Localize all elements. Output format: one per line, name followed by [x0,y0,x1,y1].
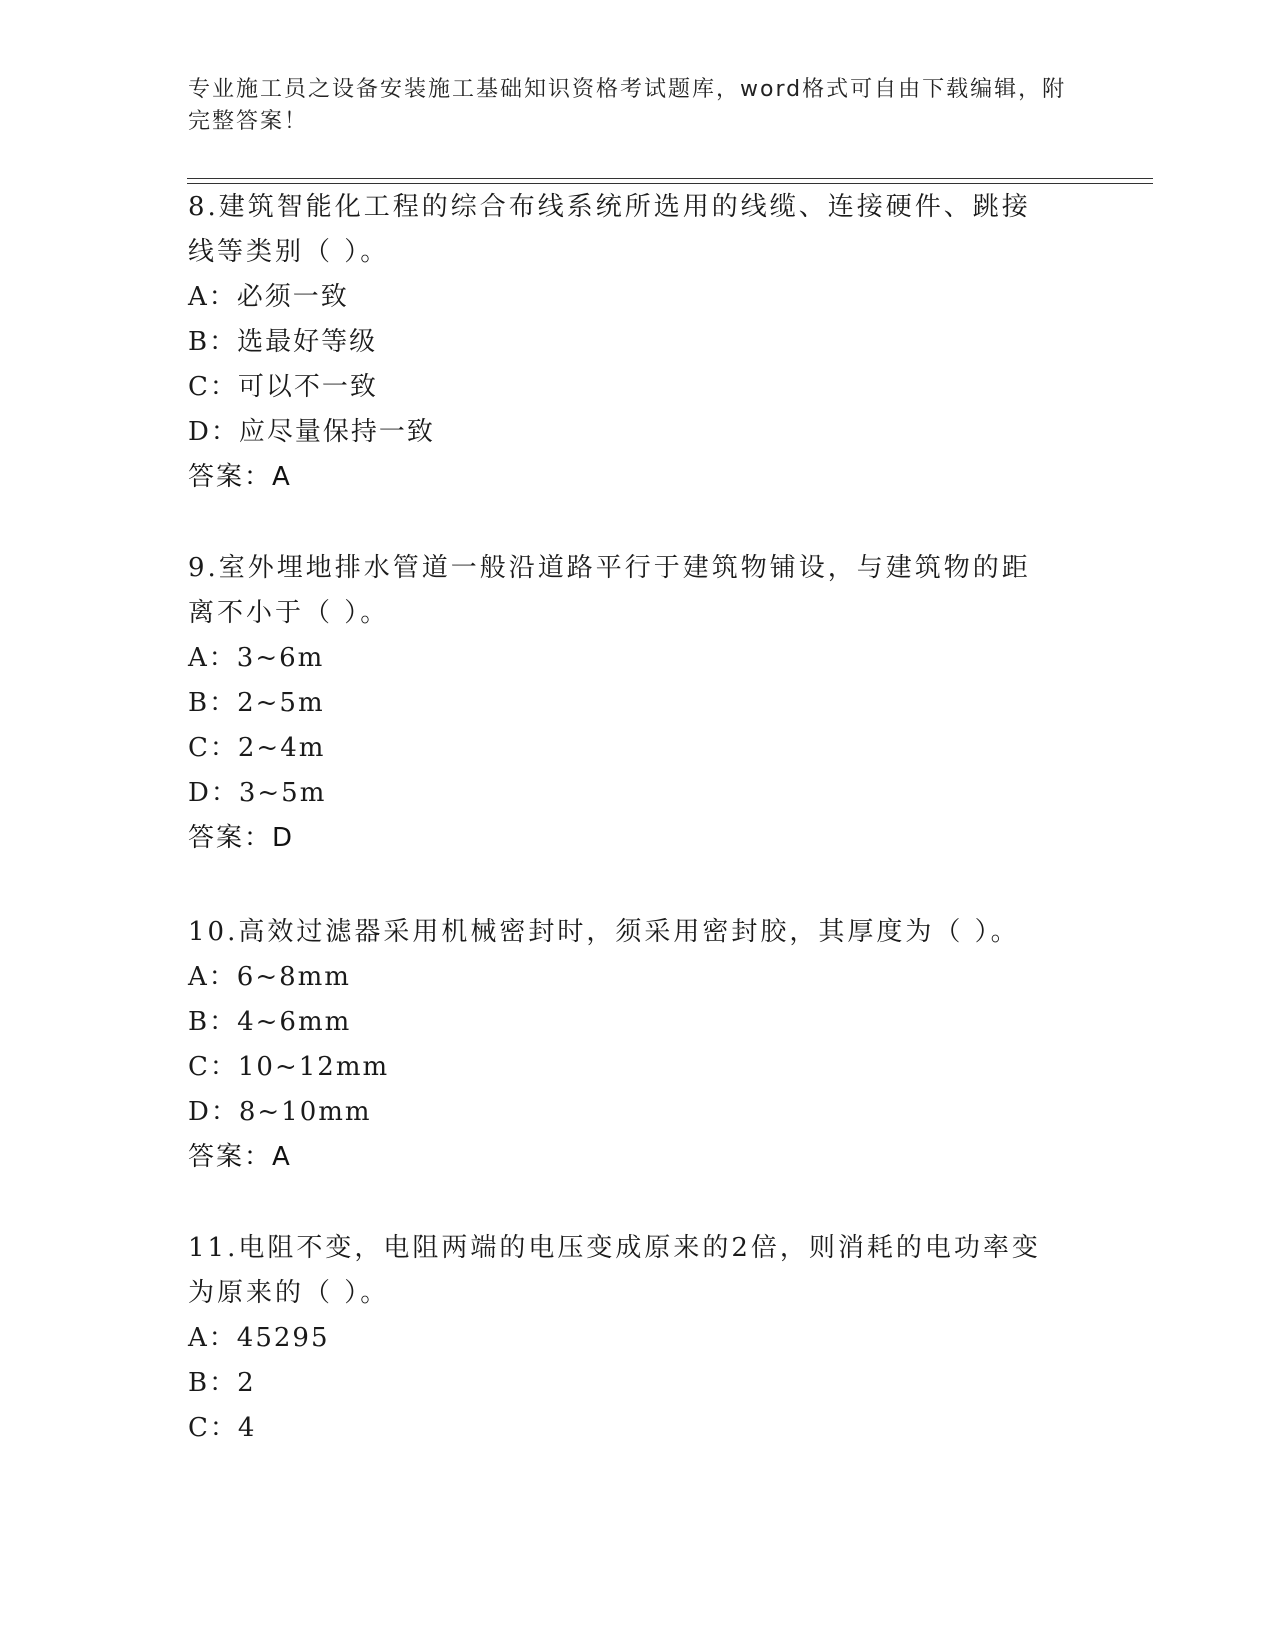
header-divider-bottom [187,183,1153,184]
option-b: B：4~6mm [188,1007,352,1037]
question-11 [188,1226,1058,1451]
question-stem: 10.高效过滤器采用机械密封时，须采用密封胶，其厚度为（ ）。 [188,917,1020,947]
option-c: C：可以不一致 [188,372,378,402]
option-c: C：10~12mm [188,1052,390,1082]
option-b: B：2~5m [188,688,325,718]
option-a: A：必须一致 [188,282,349,312]
question-stem: 11.电阻不变，电阻两端的电压变成原来的2倍，则消耗的电功率变为原来的（ ）。 [188,1233,1041,1308]
option-c: C：4 [188,1413,257,1443]
option-d: D：应尽量保持一致 [188,417,435,447]
answer-label: 答案：A [188,462,292,492]
option-a: A：3~6m [188,643,325,673]
question-9 [188,546,1038,861]
document-header: 专业施工员之设备安装施工基础知识资格考试题库，word格式可自由下载编辑，附完整答案！ [188,77,1067,134]
option-b: B：2 [188,1368,256,1398]
answer-label: 答案：A [188,1142,292,1172]
question-stem: 8.建筑智能化工程的综合布线系统所选用的线缆、连接硬件、跳接线等类别（ ）。 [188,192,1031,267]
question-8 [188,185,1038,500]
option-a: A：45295 [188,1323,330,1353]
option-d: D：8~10mm [188,1097,372,1127]
option-c: C：2~4m [188,733,326,763]
question-10 [188,910,1088,1180]
option-a: A：6~8mm [188,962,351,992]
header-divider-top [187,178,1153,179]
option-b: B：选最好等级 [188,327,378,357]
option-d: D：3~5m [188,778,327,808]
answer-label: 答案：D [188,823,295,853]
question-stem: 9.室外埋地排水管道一般沿道路平行于建筑物铺设，与建筑物的距离不小于（ ）。 [188,553,1031,628]
